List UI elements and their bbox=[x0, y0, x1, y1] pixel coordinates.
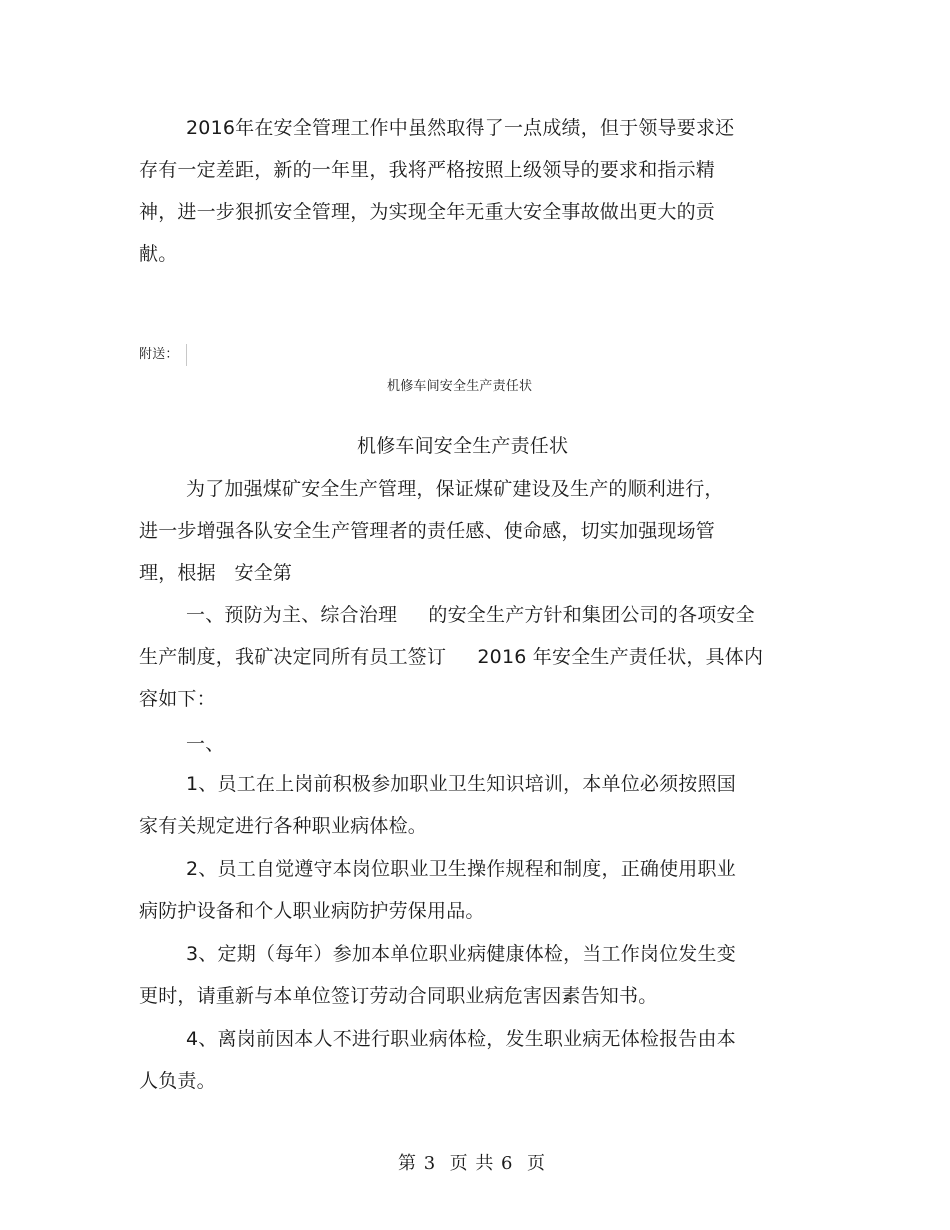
item-2-line-1: 2、员工自觉遵守本岗位职业卫生操作规程和制度，正确使用职业 bbox=[186, 858, 736, 880]
summary-line-3: 神，进一步狠抓安全管理，为实现全年无重大安全事故做出更大的贡 bbox=[139, 201, 716, 223]
item-3-line-2: 更时，请重新与本单位签订劳动合同职业病危害因素告知书。 bbox=[139, 985, 658, 1007]
intro-line-3: 理，根据 安全第 bbox=[139, 562, 293, 584]
document-title: 机修车间安全生产责任状 bbox=[357, 435, 569, 457]
attachment-subtitle: 机修车间安全生产责任状 bbox=[387, 379, 533, 394]
item-4-line-1: 4、离岗前因本人不进行职业病体检，发生职业病无体检报告由本 bbox=[186, 1028, 736, 1050]
summary-line-4: 献。 bbox=[139, 243, 178, 265]
intro-line-1: 为了加强煤矿安全生产管理，保证煤矿建设及生产的顺利进行， bbox=[186, 478, 724, 500]
intro-line-2: 进一步增强各队安全生产管理者的责任感、使命感，切实加强现场管 bbox=[139, 520, 716, 542]
item-4-line-2: 人负责。 bbox=[139, 1070, 216, 1092]
intro-line-4: 一、预防为主、综合治理 的安全生产方针和集团公司的各项安全 bbox=[186, 604, 755, 626]
item-2-line-2: 病防护设备和个人职业病防护劳保用品。 bbox=[139, 900, 485, 922]
intro-line-6: 容如下： bbox=[139, 688, 216, 710]
intro-line-5: 生产制度，我矿决定同所有员工签订 2016 年安全生产责任状，具体内 bbox=[139, 646, 764, 668]
page-number-footer: 第 3 页 共 6 页 bbox=[398, 1153, 546, 1174]
attachment-label: 附送： bbox=[139, 347, 179, 362]
item-3-line-1: 3、定期（每年）参加本单位职业病健康体检，当工作岗位发生变 bbox=[186, 943, 736, 965]
summary-line-2: 存有一定差距，新的一年里，我将严格按照上级领导的要求和指示精 bbox=[139, 159, 716, 181]
attachment-marker bbox=[186, 344, 187, 366]
item-1-line-2: 家有关规定进行各种职业病体检。 bbox=[139, 815, 428, 837]
section-heading: 一、 bbox=[186, 733, 225, 755]
summary-line-1: 2016年在安全管理工作中虽然取得了一点成绩，但于领导要求还 bbox=[186, 117, 735, 139]
item-1-line-1: 1、员工在上岗前积极参加职业卫生知识培训，本单位必须按照国 bbox=[186, 773, 736, 795]
